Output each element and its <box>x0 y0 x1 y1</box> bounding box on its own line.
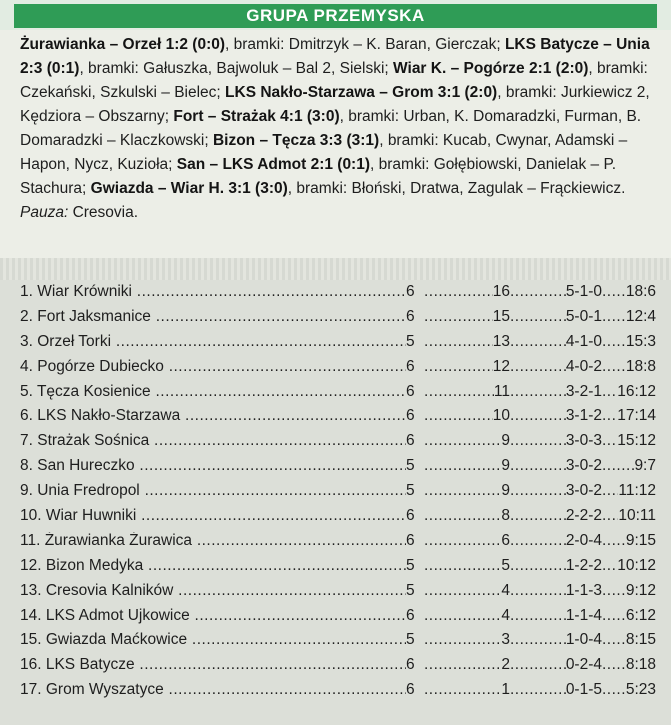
games-played: 5 <box>406 581 415 599</box>
pause-note <box>20 204 138 221</box>
goals: 6:12 <box>625 606 656 624</box>
table-row <box>20 681 656 706</box>
team-name: 3. Orzeł Torki ..... <box>20 333 406 351</box>
team-name: 4. Pogórze Dubiecko ..... <box>20 358 406 376</box>
goals: 8:18 <box>625 656 656 674</box>
win-draw-loss: 0-2-4 <box>565 656 602 674</box>
win-draw-loss: 3-1-2 <box>565 407 602 425</box>
games-played: 6 <box>406 681 415 699</box>
match-results <box>20 33 656 225</box>
table-row <box>20 507 656 532</box>
points: 3 <box>501 631 510 649</box>
table-row <box>20 283 656 308</box>
points: 1 <box>501 681 510 699</box>
team-name: 11. Żurawianka Żurawica ..... <box>20 532 406 550</box>
points: 9 <box>501 457 510 475</box>
standings-table <box>20 283 656 706</box>
win-draw-loss: 1-0-4 <box>565 631 602 649</box>
table-row <box>20 631 656 656</box>
points: 5 <box>501 556 510 574</box>
table-row <box>20 432 656 457</box>
win-draw-loss: 2-2-2 <box>565 507 602 525</box>
table-row <box>20 607 656 632</box>
table-row <box>20 557 656 582</box>
games-played: 6 <box>406 507 415 525</box>
team-name: 10. Wiar Huwniki ..... <box>20 507 406 525</box>
points: 6 <box>501 531 510 549</box>
games-played: 6 <box>406 432 415 450</box>
win-draw-loss: 5-0-1 <box>565 307 602 325</box>
goals: 18:8 <box>625 357 656 375</box>
match-score: LKS Batycze – Unia 2:3 (0:1) <box>20 36 650 77</box>
team-name: 17. Grom Wyszatyce ..... <box>20 681 406 699</box>
goals: 5:23 <box>625 681 656 699</box>
games-played: 5 <box>406 556 415 574</box>
team-name: 8. San Hureczko ..... <box>20 457 406 475</box>
points: 11 <box>493 382 510 400</box>
match-scorers: , bramki: Jurkiewicz 2, Kędziora – Obszarny; <box>20 84 650 125</box>
games-played: 6 <box>406 606 415 624</box>
win-draw-loss: 3-0-2 <box>565 457 602 475</box>
match-scorers: , bramki: Kucab, Cwynar, Adamski – Hapon, Nycz, Kuzioła; <box>20 132 628 173</box>
table-row <box>20 358 656 383</box>
team-name: 15. Gwiazda Maćkowice ..... <box>20 631 406 649</box>
games-played: 5 <box>406 482 415 500</box>
table-row <box>20 383 656 408</box>
match-scorers: , bramki: Gałuszka, Bajwoluk – Bal 2, Sielski; <box>79 60 394 77</box>
win-draw-loss: 1-1-4 <box>565 606 602 624</box>
team-name: 16. LKS Batycze ..... <box>20 656 406 674</box>
games-played: 6 <box>406 656 415 674</box>
games-played: 5 <box>406 457 415 475</box>
goals: 9:15 <box>625 531 656 549</box>
team-name: 12. Bizon Medyka ..... <box>20 557 406 575</box>
points: 4 <box>501 606 510 624</box>
games-played: 6 <box>406 382 415 400</box>
team-name: 1. Wiar Krówniki ..... <box>20 283 406 301</box>
goals: 16:12 <box>617 382 656 400</box>
match-scorers: , bramki: Urban, K. Domaradzki, Furman, B. Domaradzki – Klaczkowski; <box>20 108 642 149</box>
table-row <box>20 457 656 482</box>
match-score: Gwiazda – Wiar H. 3:1 (3:0) <box>90 180 288 197</box>
table-row <box>20 482 656 507</box>
team-name: 2. Fort Jaksmanice ..... <box>20 308 406 326</box>
team-name: 6. LKS Nakło-Starzawa ..... <box>20 407 406 425</box>
match-scorers: , bramki: Błoński, Dratwa, Zagulak – Frąckiewicz. <box>287 180 626 197</box>
points: 10 <box>492 407 510 425</box>
match-result <box>20 36 505 53</box>
points: 12 <box>492 357 510 375</box>
match-scorers: , bramki: Dmitrzyk – K. Baran, Gierczak; <box>225 36 505 53</box>
match-score: San – LKS Admot 2:1 (0:1) <box>176 156 371 173</box>
pause-team: Cresovia. <box>68 204 139 221</box>
games-played: 6 <box>406 407 415 425</box>
games-played: 6 <box>406 307 415 325</box>
match-scorers: , bramki: Czekański, Szkulski – Bielec; <box>20 60 648 101</box>
goals: 15:3 <box>625 332 656 350</box>
win-draw-loss: 3-0-3 <box>565 432 602 450</box>
points: 8 <box>501 507 510 525</box>
goals: 10:12 <box>617 556 656 574</box>
group-title: GRUPA PRZEMYSKA <box>14 4 657 28</box>
win-draw-loss: 4-1-0 <box>565 332 602 350</box>
match-score: Fort – Strażak 4:1 (3:0) <box>173 108 340 125</box>
table-row <box>20 407 656 432</box>
goals: 17:14 <box>617 407 656 425</box>
match-result <box>91 180 626 197</box>
match-score: LKS Nakło-Starzawa – Grom 3:1 (2:0) <box>225 84 498 101</box>
table-row <box>20 582 656 607</box>
table-row <box>20 333 656 358</box>
goals: 10:11 <box>618 507 656 525</box>
team-name: 9. Unia Fredropol ..... <box>20 482 406 500</box>
games-played: 5 <box>406 631 415 649</box>
games-played: 6 <box>406 531 415 549</box>
match-score: Żurawianka – Orzeł 1:2 (0:0) <box>20 36 226 53</box>
goals: 11:12 <box>618 482 656 500</box>
win-draw-loss: 3-0-2 <box>565 482 602 500</box>
table-row <box>20 308 656 333</box>
table-row <box>20 656 656 681</box>
points: 9 <box>501 432 510 450</box>
goals: 9:12 <box>625 581 656 599</box>
points: 13 <box>492 332 510 350</box>
win-draw-loss: 3-2-1 <box>565 382 602 400</box>
win-draw-loss: 1-1-3 <box>565 581 602 599</box>
points: 15 <box>492 307 510 325</box>
games-played: 6 <box>406 283 415 300</box>
win-draw-loss: 4-0-2 <box>565 357 602 375</box>
team-name: 14. LKS Admot Ujkowice ..... <box>20 607 406 625</box>
games-played: 5 <box>406 332 415 350</box>
team-name: 7. Strażak Sośnica ..... <box>20 432 406 450</box>
section-header <box>0 0 671 30</box>
goals: 18:6 <box>625 283 656 300</box>
team-name: 5. Tęcza Kosienice ..... <box>20 383 406 401</box>
match-scorers: , bramki: Gołębiowski, Danielak – P. Stachura; <box>20 156 617 197</box>
win-draw-loss: 0-1-5 <box>565 681 602 699</box>
table-row <box>20 532 656 557</box>
points: 9 <box>501 482 510 500</box>
goals: 15:12 <box>617 432 656 450</box>
win-draw-loss: 1-2-2 <box>565 556 602 574</box>
match-score: Bizon – Tęcza 3:3 (3:1) <box>212 132 380 149</box>
points: 2 <box>501 656 510 674</box>
goals: 12:4 <box>625 307 656 325</box>
goals: 9:7 <box>634 457 656 475</box>
match-results-paragraph <box>20 33 656 225</box>
team-name: 13. Cresovia Kalników ..... <box>20 582 406 600</box>
games-played: 6 <box>406 357 415 375</box>
points: 16 <box>492 283 510 300</box>
match-score: Wiar K. – Pogórze 2:1 (2:0) <box>393 60 589 77</box>
win-draw-loss: 2-0-4 <box>565 531 602 549</box>
pause-label: Pauza: <box>20 204 69 221</box>
points: 4 <box>501 581 510 599</box>
win-draw-loss: 5-1-0 <box>565 283 602 300</box>
goals: 8:15 <box>625 631 656 649</box>
